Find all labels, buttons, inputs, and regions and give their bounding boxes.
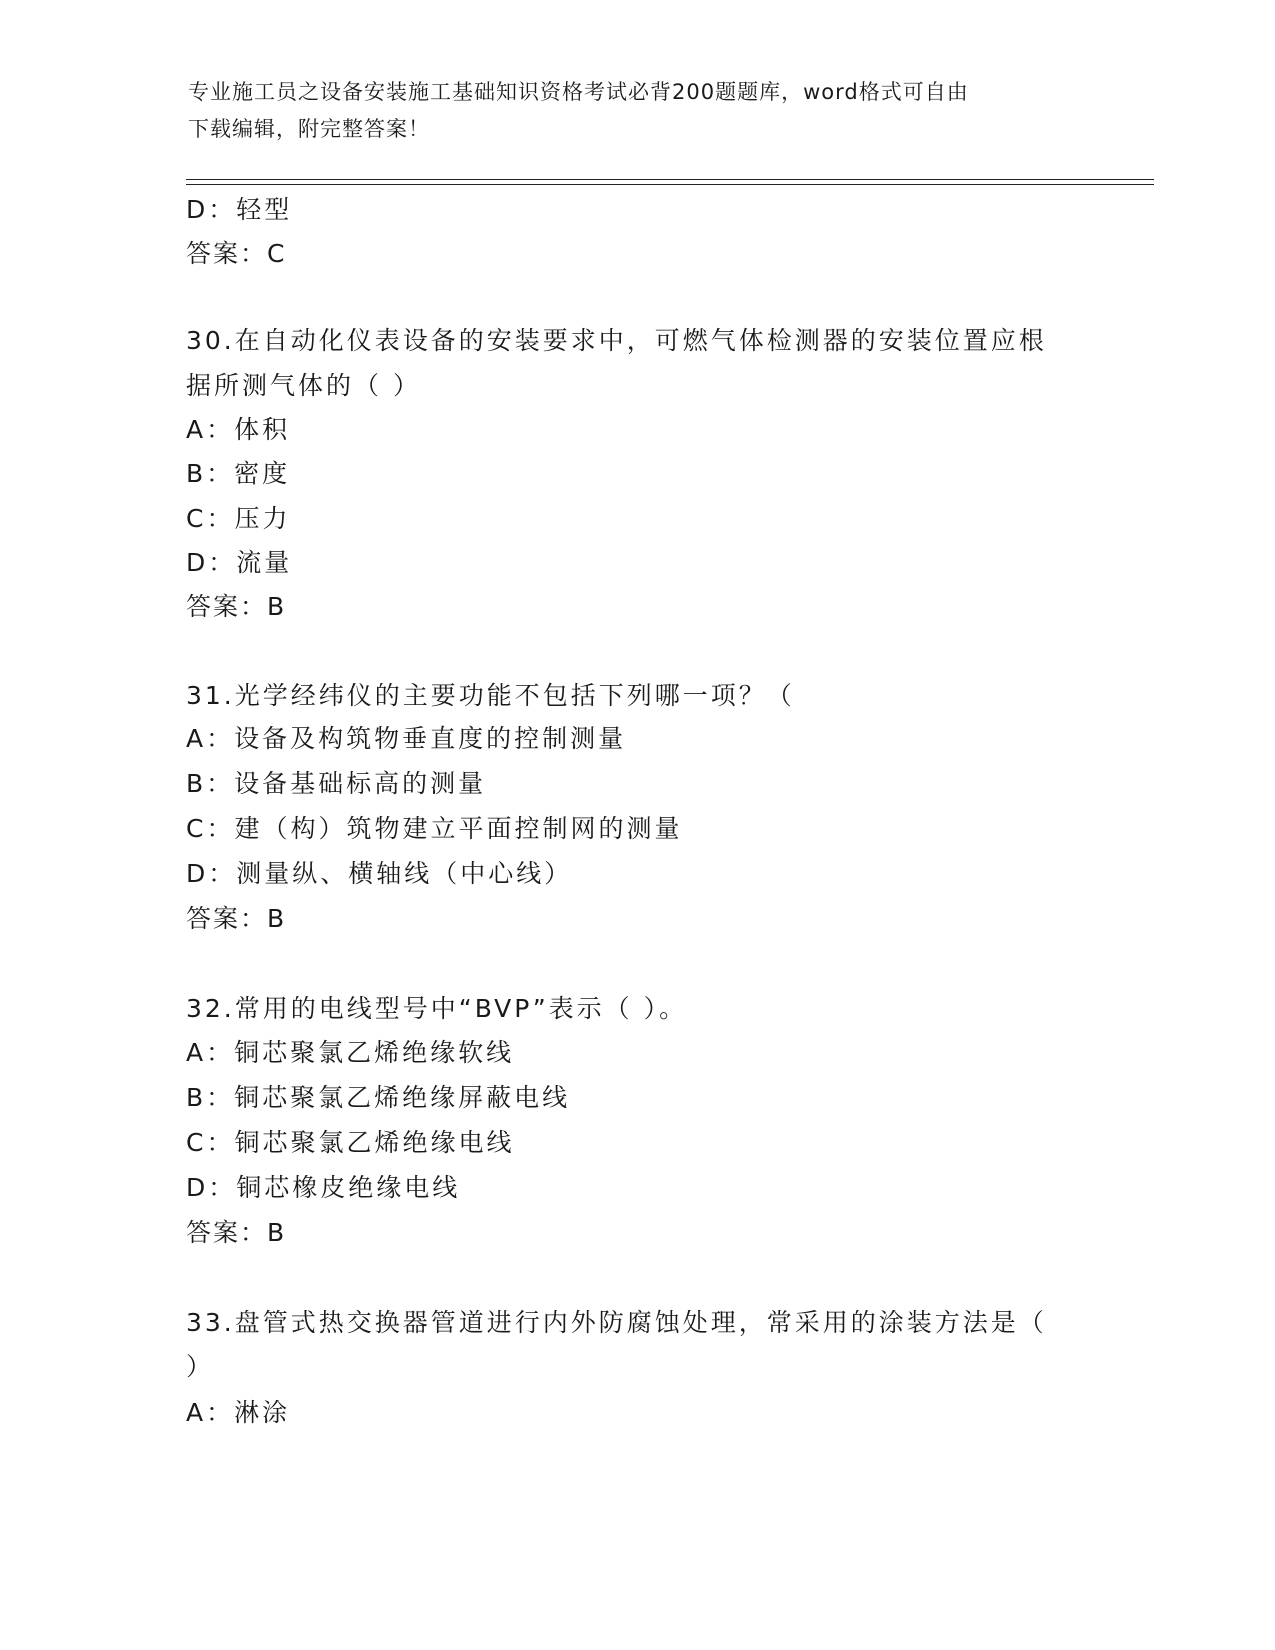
- prev-option-d: D：轻型: [186, 195, 293, 224]
- q32-option-a: A：铜芯聚氯乙烯绝缘软线: [186, 1038, 515, 1067]
- header-divider-top: [186, 179, 1154, 180]
- q30-option-a: A：体积: [186, 415, 291, 444]
- q32-answer: 答案：B: [186, 1218, 287, 1247]
- q30-stem-line-2: 据所测气体的（ ）: [186, 371, 421, 400]
- header-line-2: 下载编辑，附完整答案！: [188, 117, 430, 141]
- document-header: [188, 74, 1088, 148]
- q31-option-b: B：设备基础标高的测量: [186, 769, 487, 798]
- q30-answer: 答案：B: [186, 592, 287, 621]
- q32-option-c: C：铜芯聚氯乙烯绝缘电线: [186, 1128, 515, 1157]
- q32-stem-line-1: 32.常用的电线型号中“BVP”表示（ ）。: [186, 994, 688, 1023]
- header-line-1: 专业施工员之设备安装施工基础知识资格考试必背200题题库，word格式可自由: [188, 80, 969, 104]
- q31-option-d: D：测量纵、横轴线（中心线）: [186, 859, 573, 888]
- q30-option-d: D：流量: [186, 548, 293, 577]
- q31-option-a: A：设备及构筑物垂直度的控制测量: [186, 724, 627, 753]
- header-divider-bottom: [186, 184, 1154, 185]
- q30-option-b: B：密度: [186, 459, 291, 488]
- q30-option-c: C：压力: [186, 504, 291, 533]
- q33-option-a: A：淋涂: [186, 1398, 291, 1427]
- q33-stem-line-1: 33.盘管式热交换器管道进行内外防腐蚀处理，常采用的涂装方法是（: [186, 1308, 1047, 1337]
- q31-option-c: C：建（构）筑物建立平面控制网的测量: [186, 814, 683, 843]
- q31-answer: 答案：B: [186, 904, 287, 933]
- prev-answer: 答案：C: [186, 239, 287, 268]
- q30-stem-line-1: 30.在自动化仪表设备的安装要求中，可燃气体检测器的安装位置应根: [186, 326, 1047, 355]
- q32-option-d: D：铜芯橡皮绝缘电线: [186, 1173, 461, 1202]
- q32-option-b: B：铜芯聚氯乙烯绝缘屏蔽电线: [186, 1083, 571, 1112]
- q33-stem-line-2: ）: [186, 1352, 215, 1381]
- q31-stem-line-1: 31.光学经纬仪的主要功能不包括下列哪一项？（: [186, 681, 795, 710]
